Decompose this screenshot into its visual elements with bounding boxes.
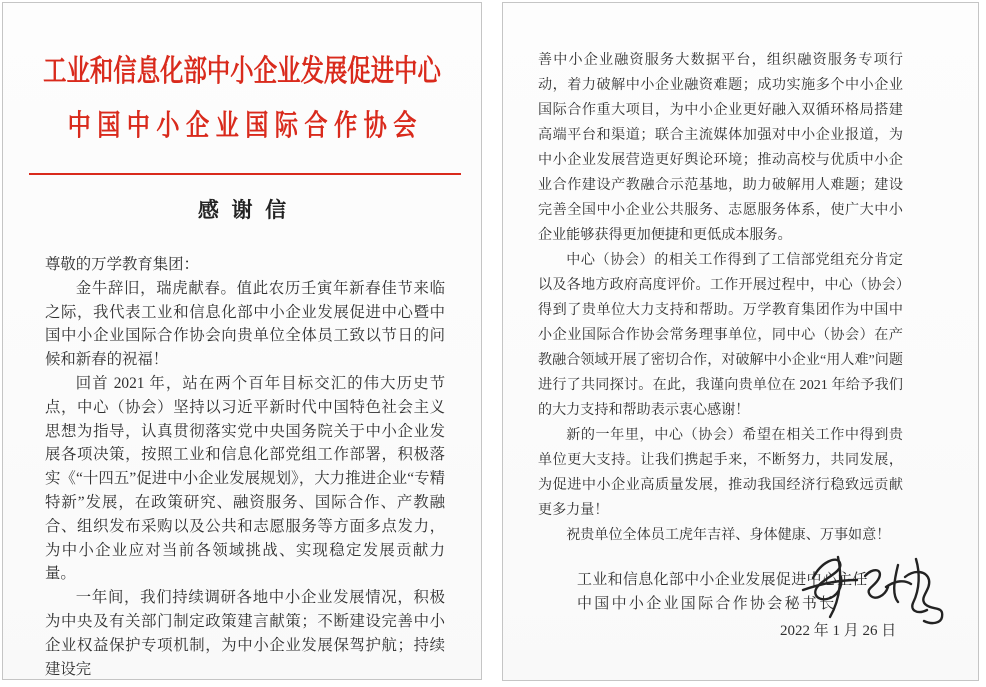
paragraph-6-closing-wish: 祝贵单位全体员工虎年吉祥、身体健康、万事如意！ xyxy=(566,527,891,543)
paragraph-5: 新的一年里，中心（协会）希望在相关工作中得到贵单位更大支持。让我们携起手来，不断努力，共同发展，为促进中小企业高质量发展，推动我国经济行稳致远贡献更多力量！ xyxy=(538,427,903,518)
signature-strokes xyxy=(797,546,947,634)
signature-block xyxy=(538,568,903,644)
paragraph-3: 一年间，我们持续调研各地中小企业发展情况，积极为中央及有关部门制定政策建言献策；不断建设完善中小企业权益保护专项机制，为中小企业发展保驾护航；持续建设完 xyxy=(45,589,445,678)
letter-body-page-2 xyxy=(503,3,978,644)
letterhead-org-line-2 xyxy=(3,107,481,145)
signer-title-line-2: 中国中小企业国际合作协会秘书长 xyxy=(577,596,837,612)
paragraph-2: 回首 2021 年，站在两个百年目标交汇的伟大历史节点，中心（协会）坚持以习近平新时代中国特色社会主义思想为指导，认真贯彻落实党中央国务院关于中小企业发展各项决策，按照工业和信息化部党组工作部署，积极落实《“十四五”促进中小企业发展规划》，大力推进企业“专精特新”发展，在政策研究、融资服务、国际合作、产教融合、组织发布采购以及公共和志愿服务等方面多点发力，为中小企业应对当前各领域挑战、实现稳定发展贡献力量。 xyxy=(45,374,445,583)
letterhead-org-line-1-text: 工业和信息化部中小企业发展促进中心 xyxy=(43,55,441,88)
paragraph-4: 中心（协会）的相关工作得到了工信部党组充分肯定以及各地方政府高度评价。工作开展过程中，中心（协会）得到了贵单位大力支持和帮助。万学教育集团作为中国中小企业国际合作协会常务理事单位，同中心（协会）在产教融合领域开展了密切合作，对破解中小企业“用人难”问题进行了共同探讨。在此，我谨向贵单位在 2021 年给予我们的大力支持和帮助表示衷心感谢！ xyxy=(538,252,903,418)
red-divider-line xyxy=(29,173,461,175)
letter-title: 感谢信 xyxy=(197,198,299,222)
signer-title-line-1: 工业和信息化部中小企业发展促进中心主任 xyxy=(577,572,868,588)
letter-date: 2022 年 1 月 26 日 xyxy=(780,623,897,639)
letter-page-1 xyxy=(2,2,482,680)
letterhead-org-line-2-text: 中国中小企业国际合作协会 xyxy=(67,110,423,142)
letterhead-org-line-1 xyxy=(3,53,481,91)
paragraph-1: 金牛辞旧，瑞虎献春。值此农历壬寅年新春佳节来临之际，我代表工业和信息化部中小企业发展促进中心暨中国中小企业国际合作协会向贵单位全体员工致以节日的问候和新春的祝福！ xyxy=(45,279,445,369)
salutation: 尊敬的万学教育集团： xyxy=(45,256,199,273)
handwritten-signature xyxy=(797,546,947,634)
paragraph-3-continued: 善中小企业融资服务大数据平台，组织融资服务专项行动，着力破解中小企业融资难题；成功实施多个中小企业国际合作重大项目，为中小企业更好融入双循环格局搭建高端平台和渠道；联合主流媒体加强对中小企业报道，为中小企业发展营造更好舆论环境；推动高校与优质中小企业合作建设产教融合示范基地，助力破解用人难题；建设完善全国中小企业公共服务、志愿服务体系，使广大中小企业能够获得更加便捷和更低成本服务。 xyxy=(538,52,903,243)
letter-body-page-1 xyxy=(3,253,481,680)
letter-page-2 xyxy=(502,2,979,681)
